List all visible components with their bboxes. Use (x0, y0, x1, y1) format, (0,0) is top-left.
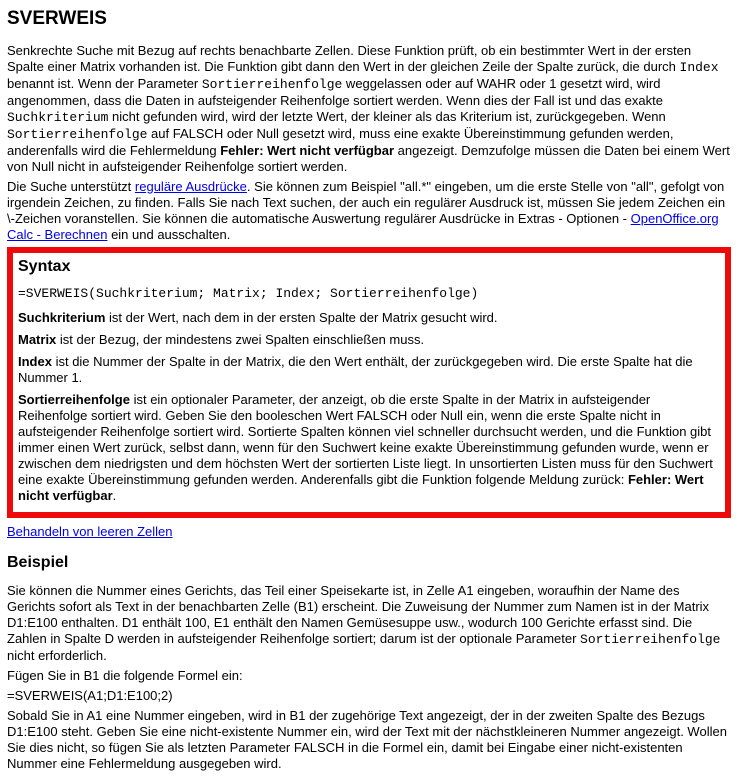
text-segment: Suchkriterium (18, 310, 106, 325)
example-intro-paragraph (7, 583, 731, 664)
text-segment: Sie können die Nummer eines Gerichts, das Teil einer Speisekarte ist, in Zelle A1 eingeben, woraufhin der Name des Gerichts sofort als Text in der benachbarten Zelle (B1) erscheint. Die Zuweisung der Nummer zum Namen ist in der Matrix D1:E100 enthalten. D1 enthält 100, E1 enthält den Namen Gemüsesuppe usw., wodurch 100 Gerichte erfasst sind. Die Zahlen in Spalte D werden in aufsteigender Reihenfolge sortiert; darum ist der optionale Parameter (7, 583, 710, 646)
text-segment: Fehler: Wert nicht verfügbar (220, 143, 395, 158)
example-formula: =SVERWEIS(A1;D1:E100;2) (7, 688, 173, 703)
text-segment: Sortierreihenfolge (7, 127, 148, 142)
text-segment: ein und ausschalten. (107, 227, 231, 242)
syntax-box (7, 247, 731, 518)
syntax-heading: Syntax (18, 258, 71, 275)
calc-berechnen-link[interactable]: OpenOffice.org Calc - Berechnen (7, 211, 719, 242)
regular-expressions-link[interactable]: reguläre Ausdrücke (134, 179, 247, 194)
text-segment: benannt ist. Wenn der Parameter (7, 76, 202, 91)
example-heading: Beispiel (7, 554, 69, 571)
param-sortierreihenfolge (18, 392, 719, 504)
text-segment: Matrix (18, 332, 57, 347)
param-suchkriterium (18, 310, 719, 326)
page-title: SVERWEIS (7, 8, 107, 29)
text-segment: auf FALSCH oder Null gesetzt wird, muss eine exakte Übereinstimmung gefunden werden, anderenfalls wird die Fehlermeldung (7, 126, 674, 158)
example-outro-paragraph: Sobald Sie in A1 eine Nummer eingeben, wird in B1 der zugehörige Text angezeigt, der in der zweiten Spalte des Bezugs D1:E100 steht. Geben Sie eine nicht-existente Nummer ein, wird der Text mit der nächstkleineren Nummer angezeigt. Wollen Sie dies nicht, so fügen Sie als letzten Parameter FALSCH in die Formel ein, damit bei Eingabe einer nicht-existenten Nummer eine Fehlermeldung ausgegeben wird. (7, 708, 727, 771)
text-segment: Index (679, 60, 719, 75)
empty-cells-link[interactable]: Behandeln von leeren Zellen (7, 524, 173, 539)
text-segment: ist der Wert, nach dem in der ersten Spalte der Matrix gesucht wird. (105, 310, 498, 325)
text-segment: ist ein optionaler Parameter, der anzeigt, ob die erste Spalte in der Matrix in aufsteigender Reihenfolge sortiert wird. Geben Sie den booleschen Wert FALSCH oder Null ein, wenn die erste Spalte nicht in aufsteigender Reihenfolge sortiert wird. Sortierte Spalten können viel schneller durchsucht werden, und die Funktion gibt immer einen Wert zurück, selbst dann, wenn für den Suchwert keine exakte Übereinstimmung gefunden wurde, wenn er zwischen dem niedrigsten und dem höchsten Wert der sortierten Liste liegt. In unsortierten Listen muss für den Suchwert eine exakte Übereinstimmung gefunden werden. Anderenfalls gibt die Funktion folgende Meldung zurück: (18, 392, 713, 487)
text-segment: ist die Nummer der Spalte in der Matrix, die den Wert enthält, der zurückgegeben wird. Die erste Spalte hat die Nummer 1. (18, 354, 693, 385)
empty-cells-link-line (7, 524, 731, 540)
text-segment: nicht erforderlich. (7, 648, 107, 663)
example-insert-line: Fügen Sie in B1 die folgende Formel ein: (7, 668, 243, 683)
intro-paragraph (7, 43, 731, 175)
text-segment: Sortierreihenfolge (201, 77, 343, 92)
text-segment: Sortierreihenfolge (580, 632, 721, 647)
param-index (18, 354, 719, 386)
regex-paragraph (7, 179, 731, 243)
syntax-formula: =SVERWEIS(Suchkriterium; Matrix; Index; Sortierreihenfolge) (18, 286, 479, 301)
text-segment: Die Suche unterstützt (7, 179, 135, 194)
text-segment: Suchkriterium (7, 110, 109, 125)
text-segment: . (112, 488, 117, 503)
text-segment: Sortierreihenfolge (18, 392, 130, 407)
text-segment: Senkrechte Suche mit Bezug auf rechts benachbarte Zellen. Diese Funktion prüft, ob ein bestimmter Wert in der ersten Spalte einer Matrix vorhanden ist. Die Funktion gibt dann den Wert in der gleichen Zeile der Spalte zurück, die durch (7, 43, 692, 74)
text-segment: weggelassen oder auf WAHR oder 1 gesetzt wird, wird angenommen, dass die Daten in aufsteigender Reihenfolge sortiert werden. Wenn dies der Fall ist und das exakte (7, 76, 663, 108)
param-matrix (18, 332, 719, 348)
text-segment: Index (18, 354, 52, 369)
text-segment: ist der Bezug, der mindestens zwei Spalten einschließen muss. (56, 332, 425, 347)
text-segment: angezeigt. Demzufolge müssen die Daten bei einem Wert von Null nicht in aufsteigender Reihenfolge sortiert werden. (7, 143, 730, 174)
text-segment: . Sie können zum Beispiel "all.*" eingeben, um die erste Stelle von "all", gefolgt von irgendein Zeichen, zu finden. Falls Sie nach Text suchen, der auch ein regulärer Ausdruck ist, müssen Sie jedem Zeichen ein \-Zeichen voranstellen. Sie können die automatische Auswertung regulärer Ausdrücke in Extras - Optionen - (7, 179, 726, 226)
text-segment: Fehler: Wert nicht verfügbar (18, 472, 704, 503)
text-segment: nicht gefunden wird, wird der letzte Wert, der kleiner als das Kriterium ist, zurückgegeben. Wenn (108, 109, 666, 124)
